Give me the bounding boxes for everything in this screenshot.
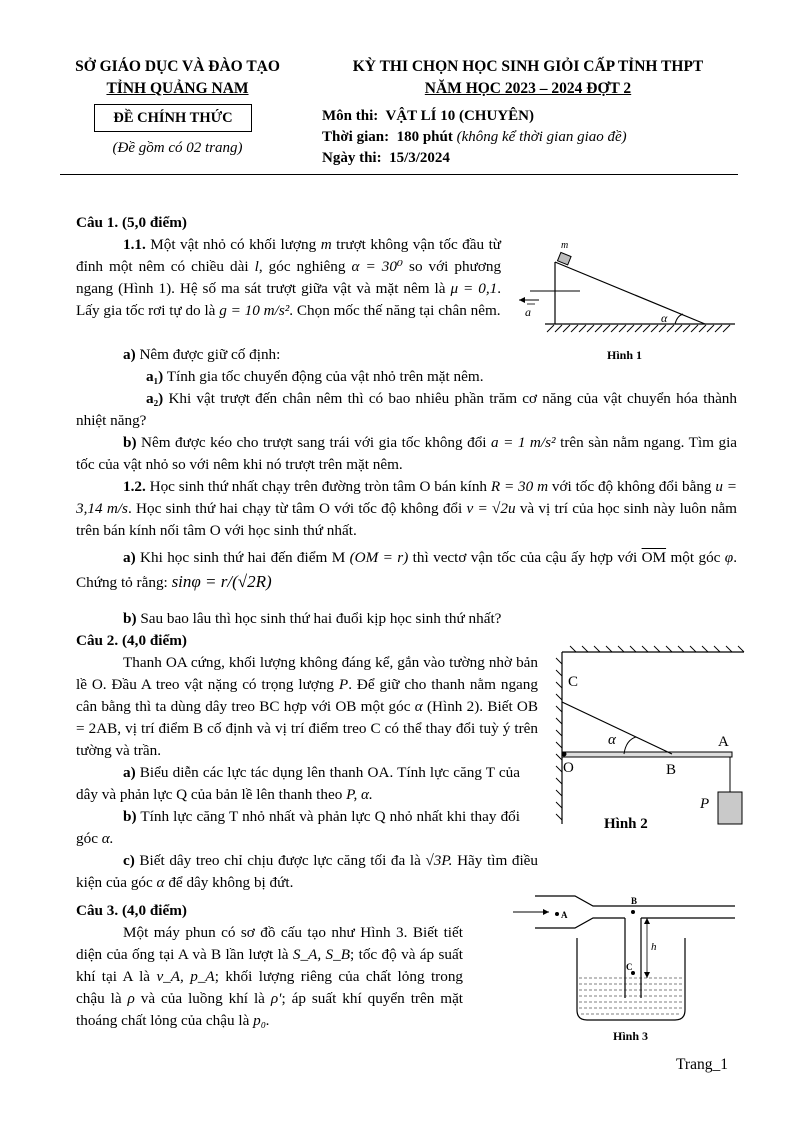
fig3-label-a: A bbox=[561, 910, 568, 920]
exam-meta bbox=[322, 106, 627, 169]
fig1-caption: Hình 1 bbox=[607, 348, 643, 362]
subject-line: Môn thi: VẬT LÍ 10 (CHUYÊN) bbox=[322, 108, 534, 124]
figure-2 bbox=[552, 644, 747, 840]
fig3-label-b: B bbox=[631, 896, 638, 906]
department-header bbox=[60, 56, 295, 100]
fig2-label-o: O bbox=[563, 760, 574, 776]
department-line-1: SỞ GIÁO DỤC VÀ ĐÀO TẠO bbox=[75, 58, 280, 75]
block-m bbox=[557, 252, 571, 264]
q2-a: a) Biểu diễn các lực tác dụng lên thanh OA. Tính lực căng T của dây và phản lực Q của bản lề lên thanh theo P, α. bbox=[76, 764, 520, 803]
q3-paragraph: Một máy phun có sơ đồ cấu tạo như Hình 3. Biết tiết diện của ống tại A và B lần lượt là S_A, S_B; tốc độ và áp suất khí tại A là v_A, p_A; khối lượng riêng của chất lỏng trong chậu là ρ và của luồng khí là ρ'; áp suất khí quyển trên mặt thoáng chất lỏng của chậu là p₀. bbox=[76, 924, 464, 1029]
q1-2-paragraph: 1.2. Học sinh thứ nhất chạy trên đường tròn tâm O bán kính R = 30 m với tốc độ không đổi bằng u = 3,14 m/s. Học sinh thứ hai chạy từ tâm O với tốc độ không đổi v = √2u và vị trí của học sinh này luôn nằm trên bán kính nối tâm O với học sinh thứ nhất. bbox=[76, 478, 738, 539]
string-bc bbox=[562, 702, 672, 754]
fig3-label-c: C bbox=[626, 962, 633, 972]
q2-c: c) Biết dây treo chỉ chịu được lực căng tối đa là √3P. Hãy tìm điều kiện của góc α để dây không bị đứt. bbox=[76, 852, 539, 891]
fig1-label-m: m bbox=[561, 240, 569, 251]
q2-paragraph: Thanh OA cứng, khối lượng không đáng kể, gắn vào tường nhờ bản lề O. Đầu A treo vật nặng có trọng lượng P. Để giữ cho thanh nằm ngang cân bằng thì ta dùng dây treo BC hợp với OB một góc α (Hình 2). Biết OB = 2AB, vị trí điểm B cố định và vị trí điểm treo C có thể thay đổi tuỳ ý trên tường và trần. bbox=[76, 654, 539, 759]
weight-p bbox=[718, 792, 742, 824]
q1-1-paragraph: 1.1. Một vật nhỏ có khối lượng m trượt không vận tốc đầu từ đỉnh một nêm có chiều dài l, góc nghiêng α = 30⁰ so với phương ngang (Hình 1). Hệ số ma sát trượt giữa vật và mặt nêm là μ = 0,1. Lấy gia tốc rơi tự do là g = 10 m/s². Chọn mốc thế năng tại chân nêm. bbox=[76, 236, 502, 319]
header-divider bbox=[60, 174, 738, 175]
q3-title: Câu 3. (4,0 điểm) bbox=[76, 902, 187, 919]
fig3-caption: Hình 3 bbox=[613, 1029, 649, 1043]
q2-b: b) Tính lực căng T nhỏ nhất và phản lực Q nhỏ nhất khi thay đổi góc α. bbox=[76, 808, 520, 847]
time-line: Thời gian: 180 phút (không kể thời gian giao đề) bbox=[322, 129, 627, 145]
official-badge: ĐỀ CHÍNH THỨC bbox=[94, 104, 252, 132]
fig2-caption: Hình 2 bbox=[604, 816, 648, 832]
figure-3 bbox=[505, 888, 737, 1048]
q1-2-a: a) Khi học sinh thứ hai đến điểm M (OM = r) thì vectơ vận tốc của cậu ấy hợp với $\overline{OM}$ một góc φ. Chứng tỏ rằng: sinφ = r/(√2R) bbox=[76, 549, 737, 591]
q1-a2: a₂) Khi vật trượt đến chân nêm thì có bao nhiêu phần trăm cơ năng của vật chuyển hóa thành nhiệt năng? bbox=[76, 390, 737, 429]
q1-2-b: b) Sau bao lâu thì học sinh thứ hai đuổi kịp học sinh thứ nhất? bbox=[123, 610, 502, 627]
q1-a1: a₁) Tính gia tốc chuyển động của vật nhỏ trên mặt nêm. bbox=[146, 368, 484, 385]
q1-b: b) Nêm được kéo cho trượt sang trái với gia tốc không đổi a = 1 m/s² trên sàn nằm ngang. Tìm gia tốc của vật nhỏ so với nêm khi nó trượt trên mặt nêm. bbox=[76, 434, 738, 473]
rod-oa bbox=[562, 752, 732, 757]
fig1-label-a: a bbox=[525, 305, 531, 319]
pages-note: (Đề gồm có 02 trang) bbox=[112, 140, 243, 156]
q2-title: Câu 2. (4,0 điểm) bbox=[76, 632, 187, 649]
proof-formula: sinφ = r/(√2R) bbox=[171, 572, 272, 591]
exam-line-1: KỲ THI CHỌN HỌC SINH GIỎI CẤP TỈNH THPT bbox=[352, 58, 704, 75]
q1-title: Câu 1. (5,0 điểm) bbox=[76, 214, 187, 231]
exam-header bbox=[318, 56, 738, 100]
exam-line-2: NĂM HỌC 2023 – 2024 ĐỢT 2 bbox=[424, 80, 632, 97]
date-line: Ngày thi: 15/3/2024 bbox=[322, 150, 450, 166]
page-footer: Trang_1 bbox=[676, 1056, 728, 1073]
q1-a: a) Nêm được giữ cố định: bbox=[123, 346, 281, 363]
fig2-label-c: C bbox=[568, 674, 579, 690]
fig2-label-b: B bbox=[666, 762, 677, 778]
fig3-label-h: h bbox=[651, 941, 657, 953]
fig2-label-a: A bbox=[718, 734, 729, 750]
fig2-label-alpha: α bbox=[608, 732, 616, 748]
fig1-label-alpha: α bbox=[661, 311, 668, 325]
fig2-label-p: P bbox=[700, 796, 710, 812]
department-line-2: TỈNH QUẢNG NAM bbox=[106, 80, 249, 97]
